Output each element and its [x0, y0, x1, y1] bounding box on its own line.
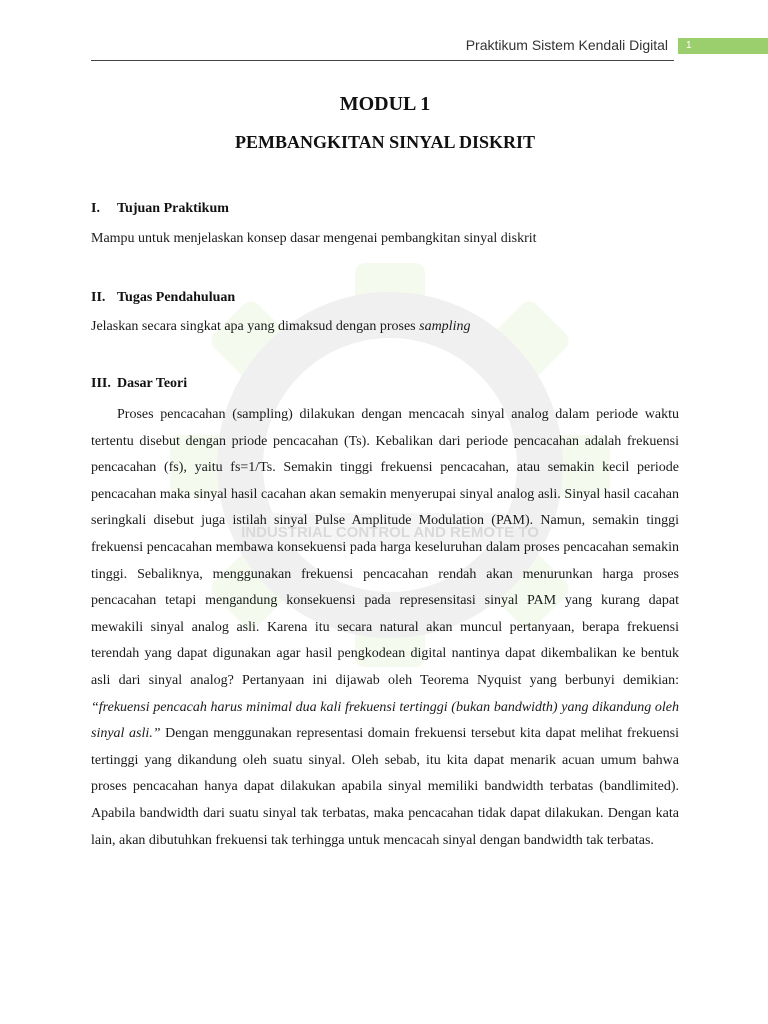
dasar-teori-paragraph: [91, 402, 679, 854]
section-text-tujuan: Mampu untuk menjelaskan konsep dasar mengenai pembangkitan sinyal diskrit: [91, 231, 537, 246]
page-number-badge: [678, 38, 768, 54]
section-number: II.: [91, 290, 106, 305]
paragraph-text-after: Dengan menggunakan representasi domain frekuensi tersebut kita dapat melihat frekuensi tertinggi yang dikandung oleh suatu sinyal. Oleh sebab, itu kita dapat menarik acuan umum bahwa proses pencacahan hanya dapat dilakukan apabila sinyal memiliki bandwidth terbatas (bandlimited). Apabila bandwidth dari suatu sinyal tak terbatas, maka pencacahan tidak dapat dilakukan. Dengan kata lain, akan dibutuhkan frekuensi tak terhingga untuk mencacah sinyal dengan bandwidth tak terbatas.: [91, 726, 679, 848]
section-title: Tugas Pendahuluan: [117, 290, 236, 305]
module-subtitle: PEMBANGKITAN SINYAL DISKRIT: [234, 132, 536, 152]
page-number: 1: [686, 40, 692, 51]
tugas-italic-term: sampling: [419, 319, 471, 334]
tugas-text: Jelaskan secara singkat apa yang dimaksud dengan proses: [91, 319, 420, 334]
section-number: I.: [91, 201, 100, 216]
section-number: III.: [91, 376, 111, 391]
section-text-tugas: [91, 319, 679, 335]
paragraph-text-before: Proses pencacahan (sampling) dilakukan dengan mencacah sinyal analog dalam periode waktu tertentu disebut dengan priode pencacahan (Ts). Kebalikan dari periode pencacahan adalah frekuensi pencacahan (fs), yaitu fs=1/Ts. Semakin tinggi frekuensi pencacahan, atau semakin kecil periode pencacahan maka sinyal hasil cacahan akan semakin menyerupai sinyal analog asli. Sinyal hasil cacahan seringkali disebut juga istilah sinyal Pulse Amplitude Modulation (PAM). Namun, semakin tinggi frekuensi pencacahan membawa konsekuensi pada harga keseluruhan dalam proses pencacahan semakin tinggi. Sebaliknya, menggunakan frekuensi pencacahan rendah akan menurunkan harga proses pencacahan tetapi mengandung konsekuensi pada represensitasi sinyal PAM yang kurang dapat mewakili sinyal analog asli. Karena itu secara natural akan muncul pertanyaan, berapa frekuensi terendah yang dapat digunakan agar hasil pengkodean digital nantinya dapat dikembalikan ke bentuk asli dari sinyal analog? Pertanyaan ini dijawab oleh Teorema Nyquist yang berbunyi demikian:: [91, 407, 679, 688]
nyquist-quote: “frekuensi pencacah harus minimal dua kali frekuensi tertinggi (bukan bandwidth) yang dikandung oleh sinyal asli.”: [91, 699, 679, 742]
running-header-title: Praktikum Sistem Kendali Digital: [465, 37, 668, 53]
watermark-text: INDUSTRIAL CONTROL AND REMOTE TO: [241, 524, 539, 541]
header-divider: [91, 60, 674, 61]
section-heading-tugas: [91, 290, 235, 306]
section-heading-tujuan: [91, 201, 229, 217]
module-title: MODUL 1: [339, 93, 431, 115]
section-title: Dasar Teori: [117, 376, 188, 391]
section-heading-dasar-teori: [91, 376, 187, 392]
section-title: Tujuan Praktikum: [117, 201, 229, 216]
